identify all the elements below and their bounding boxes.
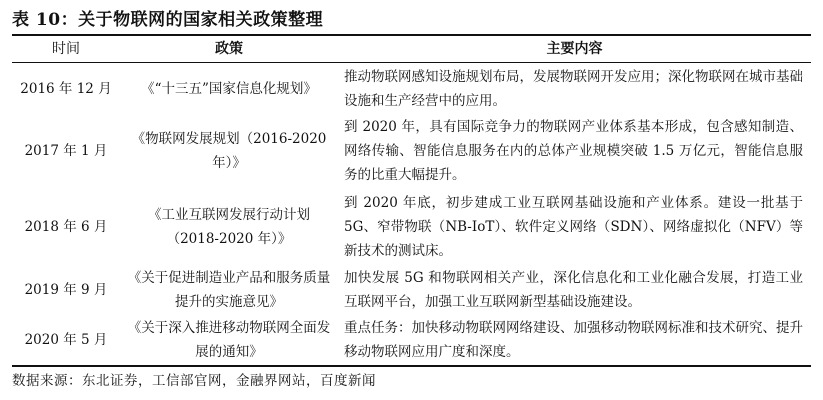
row-time-text: 2019 年 9 月 [24, 282, 108, 298]
table-row [12, 65, 811, 113]
row-content [338, 315, 811, 365]
table-header-rule [12, 62, 811, 63]
row-time-text: 2017 年 1 月 [24, 143, 108, 159]
row-policy [120, 315, 338, 365]
row-time [12, 113, 120, 189]
row-time [12, 315, 120, 365]
row-policy [120, 113, 338, 189]
row-policy [120, 65, 338, 113]
row-content [338, 113, 811, 189]
header-policy: 政策 [215, 41, 243, 57]
row-content [338, 265, 811, 315]
row-policy [120, 265, 338, 315]
row-time [12, 189, 120, 265]
row-time [12, 65, 120, 113]
row-content [338, 189, 811, 265]
row-time-text: 2020 年 5 月 [24, 332, 108, 348]
table-title: 表 10：关于物联网的国家相关政策整理 [12, 10, 324, 30]
row-time [12, 265, 120, 315]
row-policy [120, 189, 338, 265]
table-row [12, 113, 811, 189]
row-content-text: 到 2020 年，具有国际竞争力的物联网产业体系基本形成，包含感知制造、网络传输、智能信息服务在内的总体产业规模突破 1.5 万亿元，智能信息服务的比重大幅提升。 [344, 119, 803, 183]
row-content-text: 推动物联网感知设施规划布局，发展物联网开发应用；深化物联网在城市基础设施和生产经营中的应用。 [344, 69, 803, 109]
row-content-text: 加快发展 5G 和物联网相关产业，深化信息化和工业化融合发展，打造工业互联网平台，加强工业互联网新型基础设施建设。 [344, 270, 803, 310]
table-row [12, 315, 811, 365]
table-header-row [12, 36, 811, 62]
header-content: 主要内容 [546, 41, 603, 57]
row-policy-text: 《工业互联网发展行动计划（2018-2020 年）》 [148, 207, 310, 247]
source-note: 数据来源：东北证券，工信部官网，金融界网站，百度新闻 [12, 373, 376, 389]
table-bottom-rule [12, 365, 811, 367]
table-row [12, 189, 811, 265]
row-time-text: 2018 年 6 月 [24, 219, 108, 235]
row-policy-text: 《关于促进制造业产品和服务质量提升的实施意见》 [127, 270, 331, 310]
row-content-text: 重点任务：加快移动物联网网络建设、加强移动物联网标准和技术研究、提升移动物联网应用广度和深度。 [344, 320, 803, 360]
row-time-text: 2016 年 12 月 [20, 81, 112, 97]
header-time: 时间 [52, 41, 80, 57]
row-policy-text: 《关于深入推进移动物联网全面发展的通知》 [127, 320, 331, 360]
row-policy-text: 《物联网发展规划（2016-2020 年）》 [131, 131, 327, 171]
row-content [338, 65, 811, 113]
row-policy-text: 《“十三五”国家信息化规划》 [141, 81, 317, 97]
row-content-text: 到 2020 年底，初步建成工业互联网基础设施和产业体系。建设一批基于 5G、窄带物联（NB-IoT）、软件定义网络（SDN）、网络虚拟化（NFV）等新技术的测试床。 [344, 195, 803, 259]
table-row [12, 265, 811, 315]
